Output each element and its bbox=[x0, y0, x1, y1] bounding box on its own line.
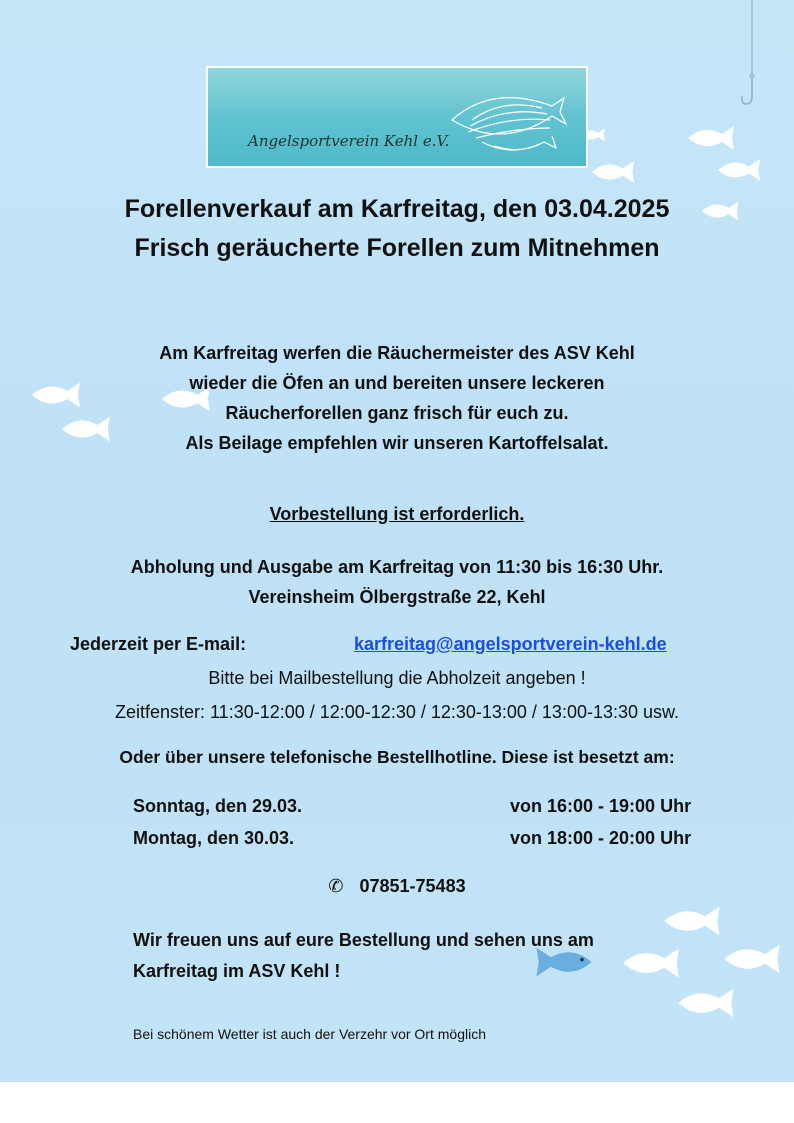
schedule-day: Sonntag, den 29.03. bbox=[133, 796, 303, 816]
closing-message bbox=[133, 925, 693, 987]
fish-icon bbox=[590, 158, 636, 186]
closing-line: Wir freuen uns auf eure Bestellung und sehen uns am bbox=[133, 930, 594, 950]
fish-icon bbox=[722, 942, 782, 976]
fish-icon bbox=[686, 124, 736, 152]
intro-paragraph bbox=[0, 338, 794, 458]
intro-line: Räucherforellen ganz frisch für euch zu. bbox=[225, 403, 569, 423]
fish-icon bbox=[716, 156, 762, 184]
pickup-info bbox=[0, 552, 794, 612]
page-subtitle: Frisch geräucherte Forellen zum Mitnehmen bbox=[134, 234, 660, 262]
intro-line: Als Beilage empfehlen wir unseren Kartoffelsalat. bbox=[185, 433, 609, 453]
closing-line: Karfreitag im ASV Kehl ! bbox=[133, 961, 341, 981]
email-label: Jederzeit per E-mail: bbox=[70, 634, 247, 654]
page-title: Forellenverkauf am Karfreitag, den 03.04.2025 bbox=[124, 195, 670, 223]
pickup-time: Abholung und Ausgabe am Karfreitag von 11:30 bis 16:30 Uhr. bbox=[130, 557, 664, 577]
preorder-required: Vorbestellung ist erforderlich. bbox=[269, 504, 525, 524]
intro-line: Am Karfreitag werfen die Räuchermeister des ASV Kehl bbox=[159, 343, 635, 363]
schedule-day: Montag, den 30.03. bbox=[133, 828, 295, 848]
fish-icon bbox=[676, 986, 736, 1020]
intro-line: wieder die Öfen an und bereiten unsere leckeren bbox=[189, 373, 605, 393]
fishing-hook-icon bbox=[738, 0, 762, 110]
email-link[interactable]: karfreitag@angelsportverein-kehl.de bbox=[354, 634, 667, 654]
footnote: Bei schönem Wetter ist auch der Verzehr vor Ort möglich bbox=[133, 1026, 486, 1042]
club-name: Angelsportverein Kehl e.V. bbox=[248, 132, 450, 150]
phone-row bbox=[0, 876, 794, 897]
email-note: Bitte bei Mailbestellung die Abholzeit angeben ! bbox=[208, 668, 586, 688]
hotline-intro: Oder über unsere telefonische Bestellhotline. Diese ist besetzt am: bbox=[119, 747, 675, 767]
schedule-time: von 18:00 - 20:00 Uhr bbox=[510, 828, 692, 848]
time-slots: Zeitfenster: 11:30-12:00 / 12:00-12:30 / 12:30-13:00 / 13:00-13:30 usw. bbox=[114, 702, 680, 722]
phone-number[interactable]: 07851-75483 bbox=[359, 876, 466, 896]
schedule-time: von 16:00 - 19:00 Uhr bbox=[510, 796, 692, 816]
fish-logo-icon bbox=[432, 76, 572, 164]
club-logo bbox=[206, 66, 588, 168]
pickup-location: Vereinsheim Ölbergstraße 22, Kehl bbox=[248, 587, 546, 607]
phone-icon: ✆ bbox=[328, 876, 344, 896]
